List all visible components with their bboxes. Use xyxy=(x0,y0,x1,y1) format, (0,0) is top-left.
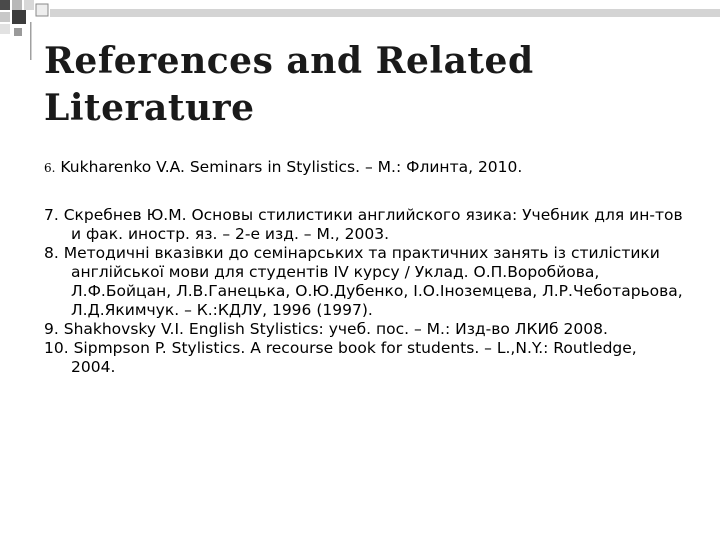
reference-item xyxy=(44,320,684,339)
deco-square xyxy=(14,28,22,36)
reference-text: Kukharenko V.A. Seminars in Stylistics. – M.: Флинта, 2010. xyxy=(55,158,523,176)
deco-square xyxy=(0,0,10,10)
deco-vline xyxy=(30,22,32,60)
reference-item xyxy=(44,244,684,320)
deco-square xyxy=(12,0,22,10)
reference-text: Методичні вказівки до семінарських та практичних занять із стилістики англійської мови для студентів IV курсу / Уклад. О.П.Воробйова, Л.Ф.Бойцан, Л.В.Ганецька, О.Ю.Дубенко, І.О.Іноземцева, Л.Р.Чеботарьова, Л.Д.Якимчук. – К.:КДЛУ, 1996 (1997). xyxy=(58,244,683,319)
reference-number: 8. xyxy=(44,244,59,262)
reference-item xyxy=(44,206,684,244)
reference-text: Shakhovsky V.I. English Stylistics: учеб. пос. – М.: Изд-во ЛКИб 2008. xyxy=(58,320,608,338)
reference-text: Скребнев Ю.М. Основы стилистики английского язика: Учебник для ин-тов и фак. иностр. яз. – 2-е изд. – М., 2003. xyxy=(58,206,683,243)
deco-bar xyxy=(50,9,720,17)
reference-item xyxy=(44,339,684,377)
reference-text: Sipmpson P. Stylistics. A recourse book for students. – L.,N.Y.: Routledge, 2004. xyxy=(68,339,637,376)
page-title: References and Related Literature xyxy=(44,40,534,129)
deco-square xyxy=(0,12,10,22)
reference-list xyxy=(44,158,684,377)
deco-square xyxy=(36,4,48,16)
deco-square xyxy=(24,0,34,10)
reference-number: 10. xyxy=(44,339,69,357)
reference-number: 7. xyxy=(44,206,59,224)
deco-square xyxy=(0,24,10,34)
reference-number: 6. xyxy=(44,161,56,175)
deco-square xyxy=(12,10,26,24)
reference-item xyxy=(44,158,684,178)
reference-number: 9. xyxy=(44,320,59,338)
